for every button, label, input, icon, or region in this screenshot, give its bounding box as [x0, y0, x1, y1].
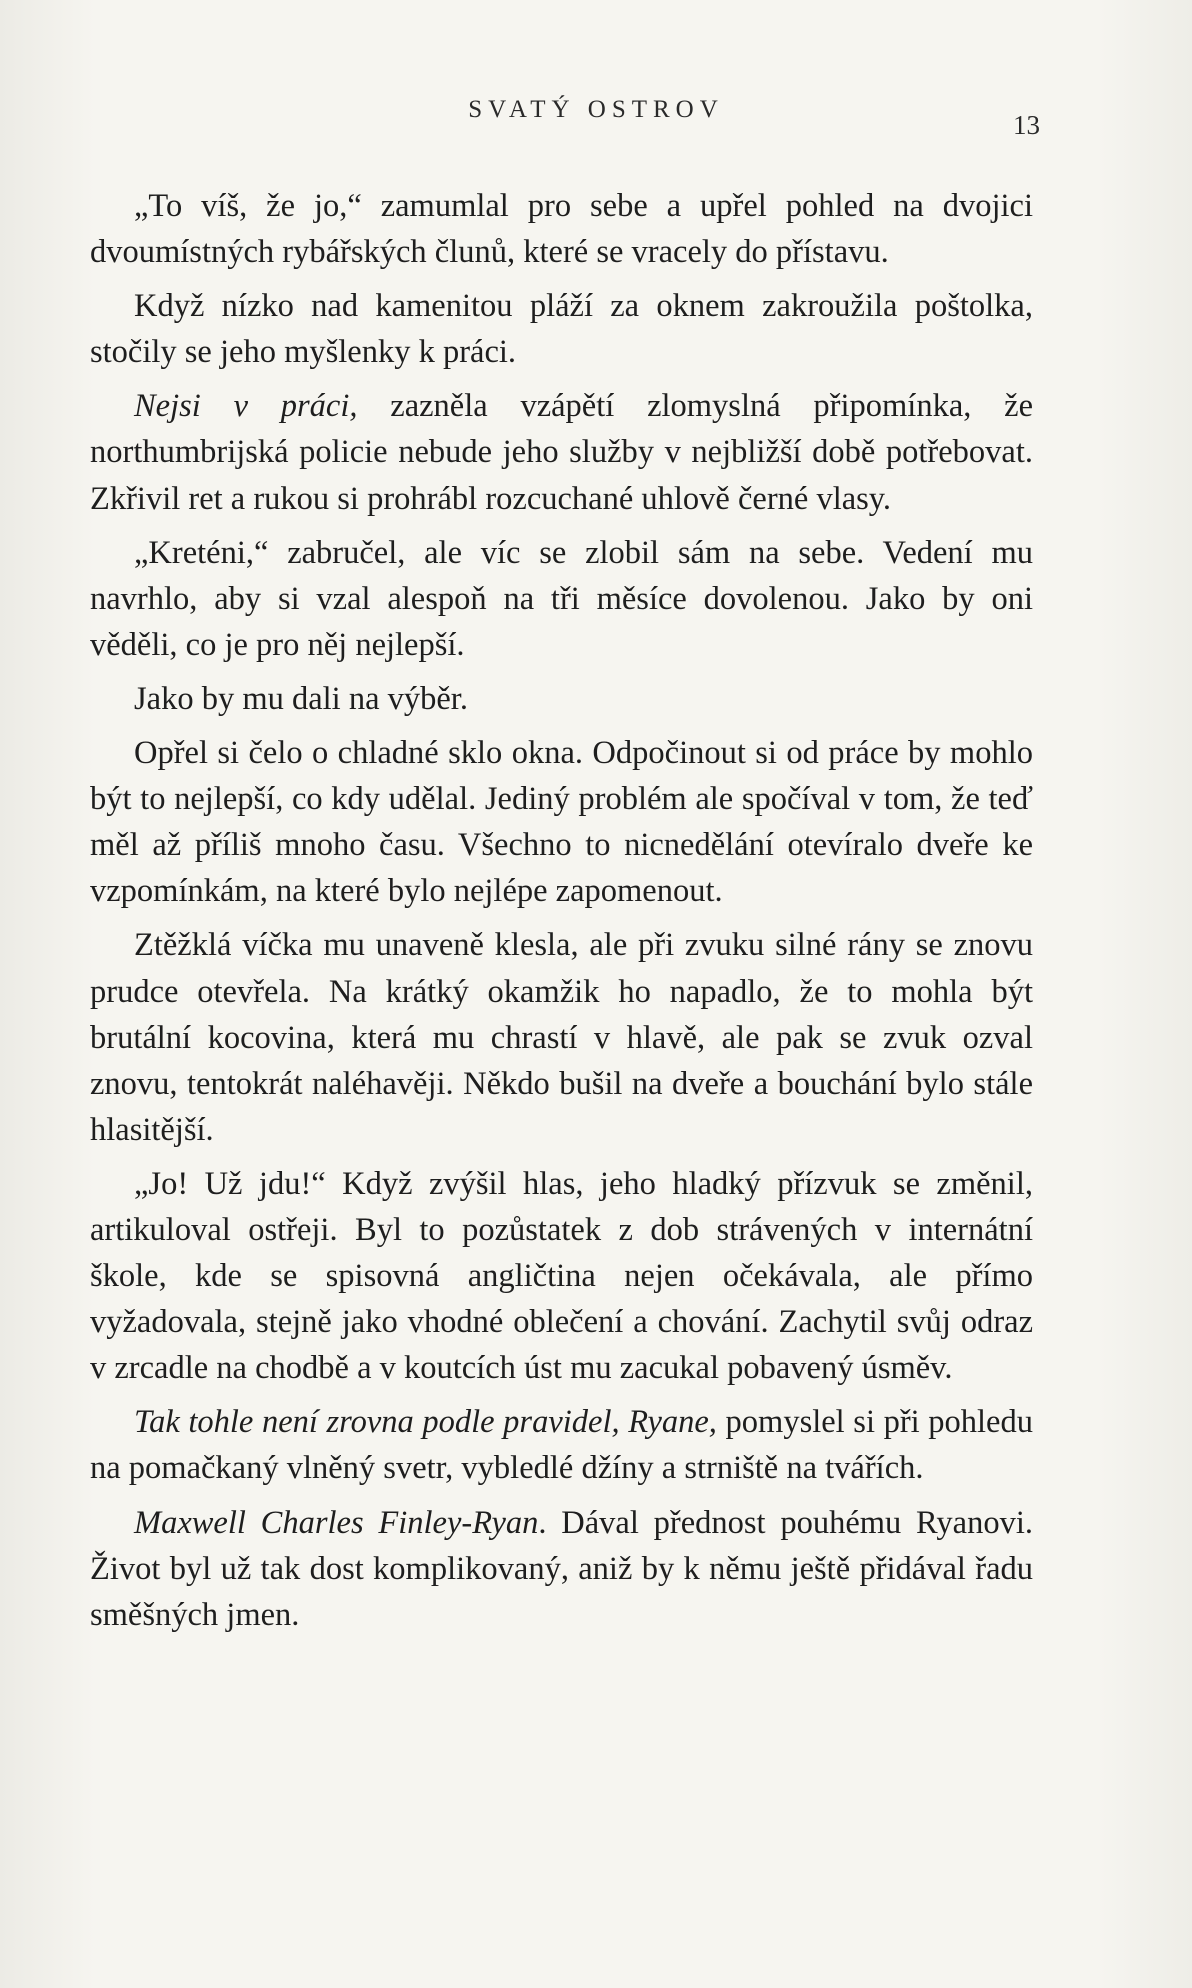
text-run: Jako by mu dali na výběr. [134, 680, 468, 717]
paragraph [90, 530, 1033, 668]
text-run: pomyslel si při pohledu na pomačkaný vlněný svetr, vybledlé džíny a strniště na tvářích. [90, 1404, 1033, 1487]
italic-text: Tak tohle není zrovna podle pravidel, Ryane, [134, 1404, 717, 1441]
page-number: 13 [1013, 110, 1040, 140]
text-run: „Kreténi,“ zabručel, ale víc se zlobil sám na sebe. Vedení mu navrhlo, aby si vzal alespoň na tři měsíce dovolenou. Jako by oni věděli, co je pro něj nejlepší. [90, 534, 1033, 663]
text-run: . Dával přednost pouhému Ryanovi. Život byl už tak dost komplikovaný, aniž by k němu ještě přidával řadu směšných jmen. [90, 1504, 1033, 1633]
text-run: „Jo! Už jdu!“ Když zvýšil hlas, jeho hladký přízvuk se změnil, artikuloval ostřeji. Byl to pozůstatek z dob strávených v internátní škole, kde se spisovná angličtina nejen očekávala, ale přímo vyžadovala, stejně jako vhodné oblečení a chování. Zachytil svůj odraz v zrcadle na chodbě a v koutcích úst mu zacukal pobavený úsměv. [90, 1165, 1033, 1387]
paragraph [90, 730, 1033, 914]
paragraph [90, 283, 1033, 375]
paragraph [90, 183, 1033, 275]
paragraph [90, 383, 1033, 521]
paragraph [90, 676, 1033, 722]
text-run: Ztěžklá víčka mu unaveně klesla, ale při zvuku silné rány se znovu prudce otevřela. Na krátký okamžik ho napadlo, že to mohla být brutální kocovina, která mu chrastí v hlavě, ale pak se zvuk ozval znovu, tentokrát naléhavěji. Někdo bušil na dveře a bouchání bylo stále hlasitější. [90, 927, 1033, 1148]
text-run: Když nízko nad kamenitou pláží za oknem zakroužila poštolka, stočily se jeho myšlenky k práci. [90, 288, 1033, 371]
text-run: Opřel si čelo o chladné sklo okna. Odpočinout si od práce by mohlo být to nejlepší, co kdy udělal. Jediný problém ale spočíval v tom, že teď měl až příliš mnoho času. Všechno to nicnedělání otevíralo dveře ke vzpomínkám, na které bylo nejlépe zapomenout. [90, 735, 1033, 910]
italic-text: Maxwell Charles Finley-Ryan [134, 1504, 539, 1541]
running-title: SVATÝ OSTROV [468, 96, 724, 123]
text-run: „To víš, že jo,“ zamumlal pro sebe a upřel pohled na dvojici dvoumístných rybářských člunů, které se vracely do přístavu. [90, 188, 1033, 271]
paragraph [90, 1500, 1033, 1638]
paragraph [90, 922, 1033, 1152]
paragraph [90, 1161, 1033, 1391]
body-text [90, 183, 1033, 1646]
paragraph [90, 1399, 1033, 1491]
italic-text: Nejsi v práci, [134, 388, 358, 425]
text-run: zazněla vzápětí zlomyslná připomínka, že northumbrijská policie nebude jeho služby v nejbližší době potřebovat. Zkřivil ret a rukou si prohrábl rozcuchané uhlově černé vlasy. [90, 388, 1034, 517]
